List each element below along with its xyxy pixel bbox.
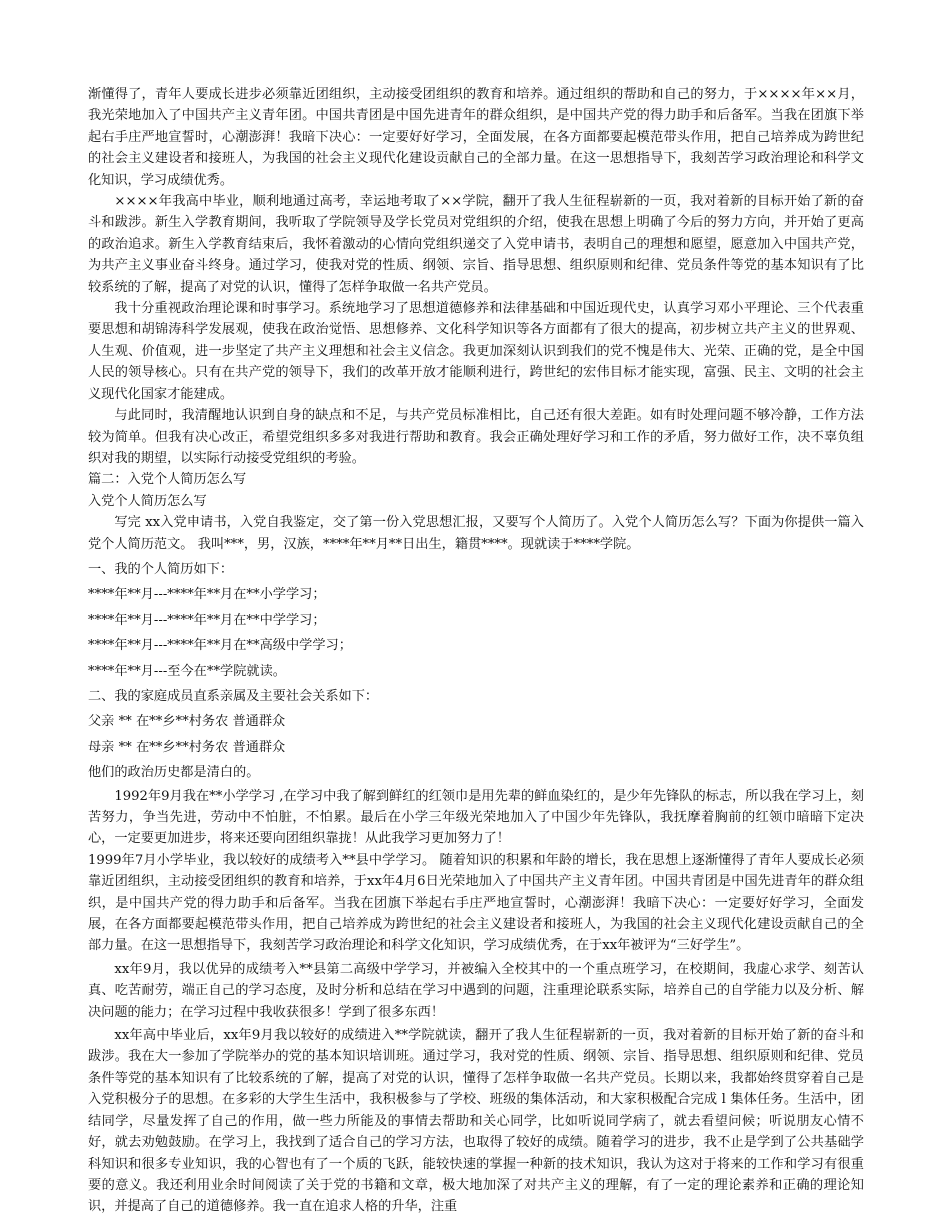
list-heading-resume: 一、我的个人简历如下：	[88, 561, 234, 577]
paragraph-intro: 写完 xx入党申请书，入党自我鉴定，交了第一份入党思想汇报，又要写个人简历了。入党个人简历怎么写？下面为你提供一篇入党个人简历范文。 我叫***，男，汉族，****年**月**日出生，籍贯****。现就读于****学院。	[88, 515, 864, 552]
resume-entry: ****年**月---****年**月在**中学学习；	[88, 612, 326, 628]
family-member: 父亲 ** 在**乡**村务农 普通群众	[88, 714, 286, 730]
resume-entry: ****年**月---****年**月在**高级中学学习；	[88, 638, 352, 654]
list-heading-family: 二、我的家庭成员直系亲属及主要社会关系如下：	[88, 688, 379, 704]
paragraph-shortcomings: 与此同时，我清醒地认识到自身的缺点和不足，与共产党员标准相比，自己还有很大差距。如有时处理问题不够冷静，工作方法较为简单。但我有决心改正，希望党组织多多对我进行帮助和教育。我会正确处理好学习和工作的矛盾，努力做好工作，决不辜负组织对我的期望，以实际行动接受党组织的考验。	[88, 408, 864, 466]
paragraph-middle-school: 1999年7月小学毕业，我以较好的成绩考入**县中学学习。 随着知识的积累和年龄的增长，我在思想上逐渐懂得了青年人要成长必须靠近团组织，主动接受团组织的教育和培养，于xx年4月6日光荣地加入了中国共产主义青年团。中国共青团是中国先进青年的群众组织，是中国共产党的得力助手和后备军。当我在团旗下举起右手庄严地宣誓时，心潮澎湃！我暗下决心：一定要好好学习，全面发展，在各方面都要起模范带头作用，把自己培养成为跨世纪的社会主义建设者和接班人，为我国的社会主义现代化建设贡献自己的全部力量。在这一思想指导下，我刻苦学习政治理论和科学文化知识，学习成绩优秀，在于xx年被评为“三好学生”。	[88, 852, 864, 954]
document-page	[88, 84, 864, 1218]
paragraph-college: ××××年我高中毕业，顺利地通过高考，幸运地考取了××学院，翻开了我人生征程崭新的一页，我对着新的目标开始了新的奋斗和跋涉。新生入学教育期间，我听取了学院领导及学长党员对党组织的介绍，使我在思想上明确了今后的努力方向，并开始了更高的政治追求。新生入学教育结束后，我怀着激动的心情向党组织递交了入党申请书，表明自己的理想和愿望，愿意加入中国共产党，为共产主义事业奋斗终身。通过学习，使我对党的性质、纲领、宗旨、指导思想、组织原则和纪律、党员条件等党的基本知识有了比较系统的了解，提高了对党的认识，懂得了怎样争取做一名共产党员。	[88, 194, 864, 295]
section-title: 入党个人简历怎么写	[88, 493, 207, 509]
resume-entry: ****年**月---****年**月在**小学学习；	[88, 587, 326, 603]
resume-entry: ****年**月---至今在**学院就读。	[88, 663, 286, 679]
paragraph-university: xx年高中毕业后，xx年9月我以较好的成绩进入**学院就读，翻开了我人生征程崭新的一页，我对着新的目标开始了新的奋斗和跋涉。我在大一参加了学院举办的党的基本知识培训班。通过学习，我对党的性质、纲领、宗旨、指导思想、组织原则和纪律、党员条件等党的基本知识有了比较系统的了解，提高了对党的认识，懂得了怎样争取做一名共产党员。长期以来，我都始终贯穿着自己是入党积极分子的思想。在多彩的大学生生活中，我积极参与了学校、班级的集体活动，和大家积极配合完成 l 集体任务。生活中，团结同学，尽量发挥了自己的作用，做一些力所能及的事情去帮助和关心同学，比如听说同学病了，就去看望问候；听说朋友心情不好，就去劝勉鼓励。在学习上，我找到了适合自己的学习方法，也取得了较好的成绩。随着学习的进步，我不止是学到了公共基础学科知识和很多专业知识，我的心智也有了一个质的飞跃，能较快速的掌握一种新的技术知识，我认为这对于将来的工作和学习有很重要的意义。我还利用业余时间阅读了关于党的书籍和文章，极大地加深了对共产主义的理解，有了一定的理论素养和正确的理论知识，并提高了自己的道德修养。我一直在追求人格的升华，注重	[88, 1028, 864, 1215]
paragraph-political-study: 我十分重视政治理论课和时事学习。系统地学习了思想道德修养和法律基础和中国近现代史，认真学习邓小平理论、三个代表重要思想和胡锦涛科学发展观，使我在政治觉悟、思想修养、文化科学知识等各方面都有了很大的提高，初步树立共产主义的世界观、人生观、价值观，进一步坚定了共产主义理想和社会主义信念。我更加深刻认识到我们的党不愧是伟大、光荣、正确的党，是全中国人民的领导核心。只有在共产党的领导下，我们的改革开放才能顺利进行，跨世纪的宏伟目标才能实现，富强、民主、文明的社会主义现代化国家才能建成。	[88, 301, 864, 402]
family-member: 母亲 ** 在**乡**村务农 普通群众	[88, 739, 286, 755]
paragraph-primary-school: 1992年9月我在**小学学习 ,在学习中我了解到鲜红的红领巾是用先辈的鲜血染红的，是少年先锋队的标志，所以我在学习上，刻苦努力，争当先进，劳动中不怕脏，不怕累。最后在小学三年级光荣地加入了中国少年先锋队，我抚摩着胸前的红领巾暗暗下定决心，一定要更加进步，将来还要向团组织靠拢！从此我学习更加努力了！	[88, 788, 864, 847]
paragraph-high-school: xx年9月，我以优异的成绩考入**县第二高级中学学习，并被编入全校其中的一个重点班学习，在校期间，我虚心求学、刻苦认真、吃苦耐劳，端正自己的学习态度，及时分析和总结在学习中遇到的问题，注重理论联系实际，培养自己的自学能力以及分析、解决问题的能力；在学习过程中我收获很多！学到了很多东西！	[88, 961, 864, 1020]
section-heading: 篇二：入党个人简历怎么写	[88, 472, 247, 488]
paragraph-continuation: 渐懂得了，青年人要成长进步必须靠近团组织，主动接受团组织的教育和培养。通过组织的帮助和自己的努力，于××××年××月，我光荣地加入了中国共产主义青年团。中国共青团是中国先进青年的群众组织，是中国共产党的得力助手和后备军。当我在团旗下举起右手庄严地宣誓时，心潮澎湃！我暗下决心：一定要好好学习，全面发展，在各方面都要起模范带头作用，把自己培养成为跨世纪的社会主义建设者和接班人，为我国的社会主义现代化建设贡献自己的全部力量。在这一思想指导下，我刻苦学习政治理论和科学文化知识，学习成绩优秀。	[88, 87, 864, 188]
family-statement: 他们的政治历史都是清白的。	[88, 765, 260, 781]
